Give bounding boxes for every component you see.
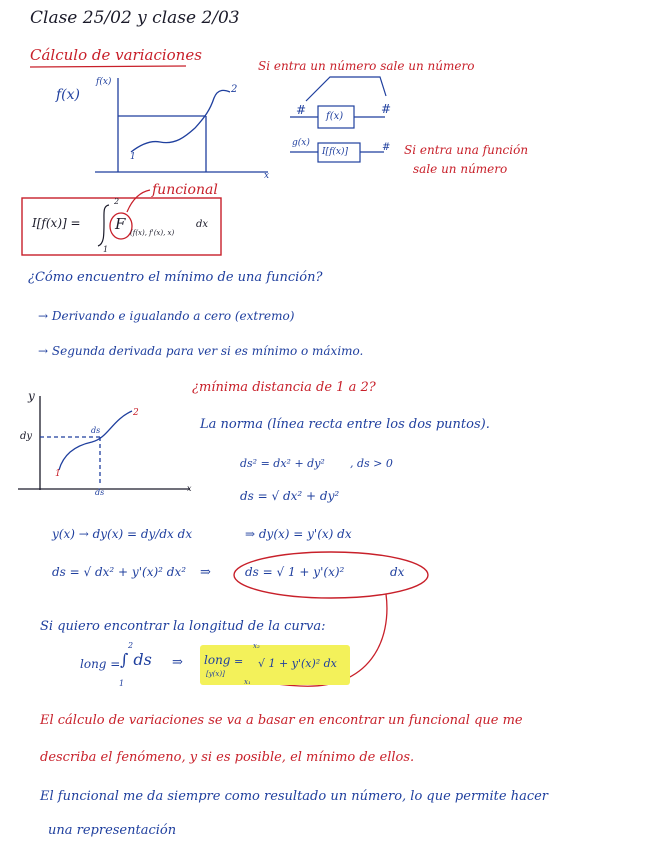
graph-y-label-y: y bbox=[28, 389, 35, 403]
conclusion-blue-1: El funcional me da siempre como resultado un número, lo que permite hacer bbox=[40, 789, 549, 804]
note-number: Si entra un número sale un número bbox=[258, 59, 475, 73]
box1-out: # bbox=[381, 102, 392, 116]
graph-f-curve bbox=[131, 90, 230, 152]
graph-f bbox=[95, 78, 268, 172]
box2-out: # bbox=[382, 142, 391, 153]
long-hl-lower: x₁ bbox=[244, 678, 251, 686]
eq-ds-root: ds = √ dx² + dy² bbox=[240, 489, 340, 503]
bullet-derive: → Derivando e igualando a cero (extremo) bbox=[38, 309, 295, 323]
long-hl-lhs: long bbox=[204, 653, 231, 667]
eq-ds-dx: dx bbox=[390, 565, 405, 579]
graph-f-x-label: x bbox=[264, 171, 270, 181]
length-intro: Si quiero encontrar la longitud de la curva: bbox=[40, 619, 326, 634]
graph-f-point-end: 2 bbox=[231, 84, 238, 95]
long-hl-sub: [y(x)] bbox=[206, 670, 225, 678]
long-arrow: ⇒ bbox=[172, 655, 183, 670]
note-function-2: sale un número bbox=[413, 162, 508, 176]
section-heading: Cálculo de variaciones bbox=[30, 46, 202, 64]
eq-ds-squared: ds² = dx² + dy² bbox=[240, 457, 325, 470]
conclusion-blue-2: una representación bbox=[48, 823, 177, 838]
eq-ds-condition: , ds > 0 bbox=[350, 457, 393, 470]
graph-y-curve bbox=[59, 411, 132, 470]
functional-pointer bbox=[127, 190, 150, 212]
functional-args: (f(x), f'(x), x) bbox=[130, 229, 175, 237]
eq-ds-result: ds = √ 1 + y'(x)² bbox=[245, 565, 345, 579]
min-question: ¿Cómo encuentro el mínimo de una función? bbox=[28, 270, 323, 285]
long-hl-body: √ 1 + y'(x)² dx bbox=[258, 657, 337, 670]
func-label: f(x) bbox=[56, 87, 81, 103]
bullet-second-derivative: → Segunda derivada para ver si es mínimo o máximo. bbox=[38, 344, 364, 358]
long-integral: ∫ ds bbox=[120, 650, 152, 669]
functional-F: F bbox=[115, 215, 126, 233]
eq-dy-result: ⇒ dy(x) = y'(x) dx bbox=[245, 527, 352, 541]
graph-f-point-start: 1 bbox=[130, 152, 136, 162]
distance-question: ¿mínima distancia de 1 a 2? bbox=[192, 380, 376, 395]
box2-label: I[f(x)] bbox=[322, 147, 349, 157]
conclusion-red-2: describa el fenómeno, y si es posible, el mínimo de ellos. bbox=[40, 750, 415, 765]
graph-y bbox=[18, 396, 190, 490]
graph-y-label-dy: dy bbox=[20, 431, 33, 442]
note-function-1: Si entra una función bbox=[404, 143, 529, 157]
functional-integral bbox=[98, 205, 109, 246]
long-upper: 2 bbox=[128, 641, 134, 650]
page-title: Clase 25/02 y clase 2/03 bbox=[30, 8, 240, 28]
functional-lower: 1 bbox=[103, 245, 109, 254]
functional-upper: 2 bbox=[114, 197, 120, 206]
graph-y-label-ds-axis: ds bbox=[95, 488, 105, 497]
graph-y-label-x: x bbox=[187, 484, 192, 493]
heading-underline bbox=[30, 66, 186, 67]
long-lower: 1 bbox=[119, 679, 125, 688]
long-hl-eq: = bbox=[234, 655, 244, 668]
box2-in: g(x) bbox=[292, 138, 310, 148]
functional-dx: dx bbox=[196, 219, 209, 230]
graph-y-point-2: 2 bbox=[133, 408, 139, 418]
graph-y-label-ds: ds bbox=[91, 426, 101, 435]
eq-ds-expanded: ds = √ dx² + y'(x)² dx² bbox=[52, 565, 187, 579]
long-lhs: long = bbox=[80, 657, 121, 671]
note-bracket bbox=[306, 77, 386, 101]
graph-y-point-1: 1 bbox=[55, 469, 61, 479]
functional-label: funcional bbox=[152, 182, 218, 198]
eq-ds-arrow: ⇒ bbox=[200, 565, 211, 580]
long-hl-upper: x₂ bbox=[253, 642, 260, 650]
box1-in: # bbox=[296, 103, 307, 117]
graph-f-y-label: f(x) bbox=[96, 77, 112, 87]
box1-label: f(x) bbox=[326, 111, 344, 122]
eq-dy: y(x) → dy(x) = dy/dx dx bbox=[52, 527, 193, 541]
functional-lhs: I[f(x)] = bbox=[32, 216, 81, 230]
conclusion-red-1: El cálculo de variaciones se va a basar en encontrar un funcional que me bbox=[40, 713, 523, 728]
norm-text: La norma (línea recta entre los dos puntos). bbox=[200, 417, 490, 432]
